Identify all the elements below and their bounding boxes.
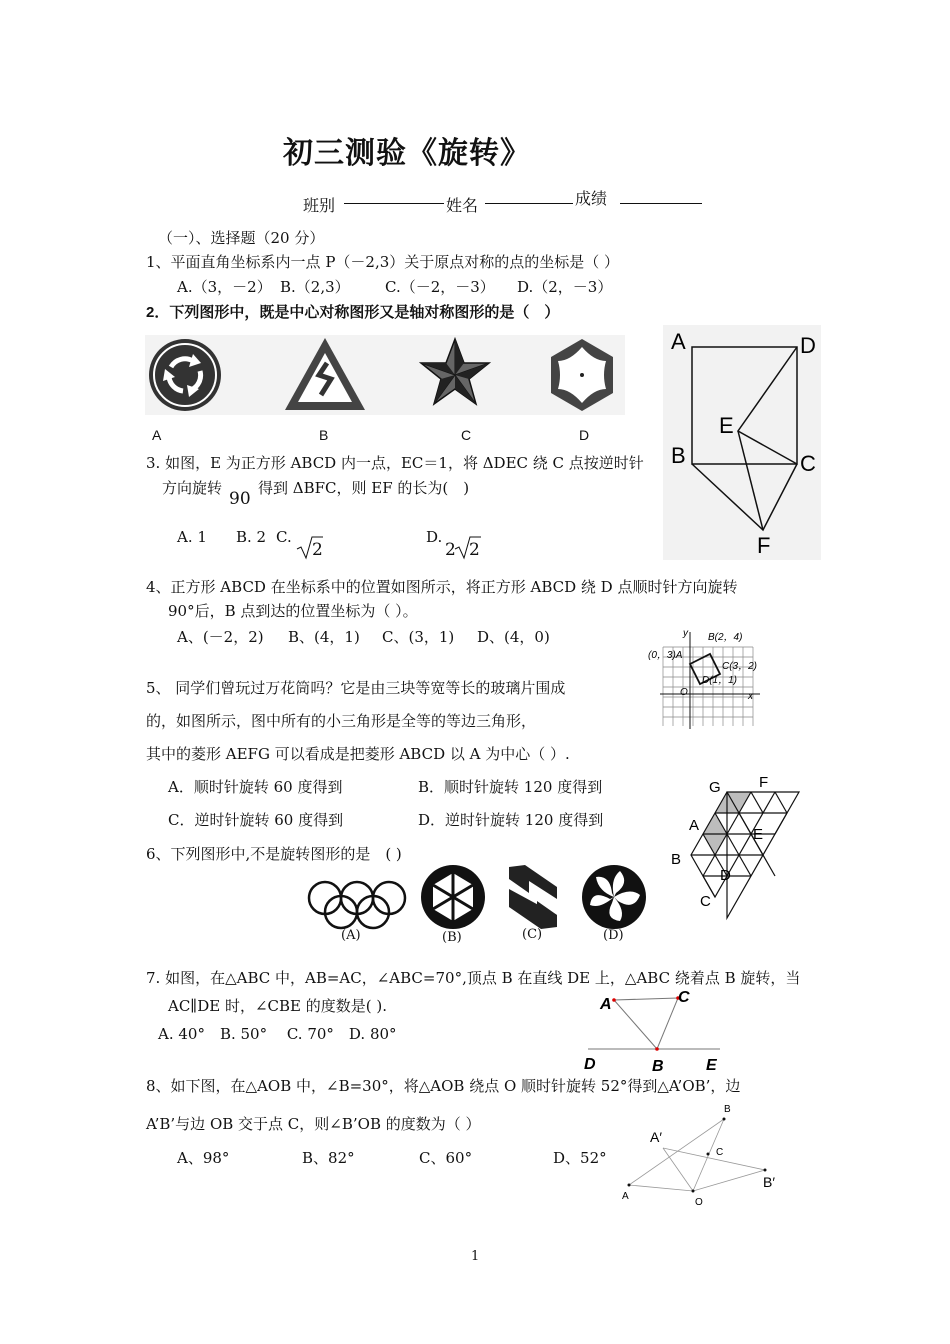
segment-ao <box>629 1185 693 1191</box>
q3-option-a: A. 1 <box>177 528 207 546</box>
q7-options: A. 40° B. 50° C. 70° D. 80° <box>158 1025 397 1043</box>
roundabout-sign-icon <box>149 339 221 411</box>
q3-stem-line1: 3. 如图，E 为正方形 ABCD 内一点，EC＝1，将 ΔDEC 绕 C 点按逆时针 <box>146 454 644 472</box>
q1-option-a: A.（3，－2） <box>177 278 272 296</box>
class-label: 班别 <box>303 196 336 215</box>
segment-a1b1 <box>663 1148 765 1170</box>
class-blank <box>344 203 444 204</box>
q3-figure <box>663 325 821 560</box>
name-blank <box>485 203 573 204</box>
bauhinia-flower-icon <box>582 865 646 929</box>
q6-label-c: (C) <box>522 927 543 942</box>
q3-angle: 90 <box>229 489 251 509</box>
q8-option-c: C、60° <box>419 1149 473 1167</box>
q3-point-c: C <box>800 451 816 476</box>
q8-point-b: B <box>724 1104 731 1115</box>
q8-option-d: D、52° <box>553 1149 607 1167</box>
q2-stem: 2．下列图形中，既是中心对称图形又是轴对称图形的是（ ） <box>146 304 560 321</box>
q3-point-f: F <box>757 533 771 558</box>
suzuki-s-logo-icon <box>509 865 557 929</box>
q8-point-a-prime: A′ <box>650 1129 662 1145</box>
q3-point-b: B <box>671 443 686 468</box>
q6-stem: 6、下列图形中,不是旋转图形的是 ( ) <box>146 845 402 863</box>
q6-label-b: (B) <box>442 930 462 945</box>
q7-point-d: D <box>584 1056 596 1073</box>
q5-option-a: A．顺时针旋转 60 度得到 <box>168 778 343 796</box>
q4-option-b: B、(4，1) <box>288 628 360 646</box>
q4-point-b: B(2，4) <box>708 632 743 643</box>
q8-figure <box>615 1095 795 1210</box>
segment-ob1 <box>693 1170 765 1191</box>
q4-origin: O <box>680 687 688 698</box>
q4-option-d: D、(4，0) <box>477 628 550 646</box>
q5-line3: 其中的菱形 AEFG 可以看成是把菱形 ABCD 以 A 为中心（ ）. <box>146 745 570 763</box>
q7-figure <box>580 985 730 1075</box>
q2-label-c: C <box>461 427 472 443</box>
q3-stem-line2b: 得到 ΔBFC，则 EF 的长为( ) <box>258 479 470 497</box>
q1-stem: 1、平面直角坐标系内一点 P（－2,3）关于原点对称的点的坐标是（ ） <box>146 253 620 271</box>
q3-option-c: C. <box>276 528 292 546</box>
segment-ac <box>614 998 678 1000</box>
q4-option-c: C、(3，1) <box>382 628 455 646</box>
q5-point-e: E <box>753 826 764 843</box>
q7-point-b: B <box>652 1058 664 1075</box>
q4-point-d: D(1，1) <box>702 675 738 686</box>
olympic-rings-icon <box>309 882 405 928</box>
q8-option-b: B、82° <box>302 1149 355 1167</box>
q7-point-e: E <box>706 1057 717 1074</box>
q3-option-d: D. <box>426 528 443 546</box>
q2-label-d: D <box>579 427 590 443</box>
q1-option-d: D.（2，－3） <box>517 278 613 296</box>
q6-label-d: (D) <box>603 928 624 943</box>
q5-figure <box>665 770 805 910</box>
q3-option-c-value: 2 <box>312 540 323 560</box>
q3-point-d: D <box>800 333 816 358</box>
q5-line2: 的，如图所示，图中所有的小三角形是全等的等边三角形， <box>146 712 537 730</box>
q1-option-b: B.（2,3） <box>280 278 350 296</box>
q3-point-e: E <box>719 413 734 438</box>
q5-point-c: C <box>700 893 711 910</box>
q5-line1: 5、 同学们曾玩过万花筒吗？它是由三块等宽等长的玻璃片围成 <box>146 679 566 697</box>
q3-point-a: A <box>671 329 686 354</box>
q1-option-c: C.（－2，－3） <box>385 278 495 296</box>
q8-point-a: A <box>622 1191 629 1202</box>
name-label: 姓名 <box>446 196 479 215</box>
q7-stem-line1: 7. 如图，在△ABC 中，AB=AC，∠ABC=70°,顶点 B 在直线 DE 上，△ABC 绕着点 B 旋转，当 <box>146 969 801 987</box>
q7-point-c: C <box>678 989 690 1006</box>
q4-option-a: A、(－2，2) <box>177 628 264 646</box>
q2-label-a: A <box>152 427 162 443</box>
q7-stem-line2: AC∥DE 时，∠CBE 的度数是( ). <box>168 997 388 1015</box>
q2-figures <box>145 335 625 415</box>
q8-stem-line1: 8、如下图，在△AOB 中，∠B=30°，将△AOB 绕点 O 顺时针旋转 52°得到△A’OB’，边 <box>146 1077 741 1095</box>
q3-option-d-value: 2 <box>469 540 480 560</box>
q5-point-b: B <box>671 851 682 868</box>
section-heading: （一）、选择题（20 分） <box>158 229 325 247</box>
q4-axis-x: x <box>748 691 753 702</box>
hexagram-cube-icon <box>421 865 485 929</box>
q4-axis-y: y <box>683 628 688 639</box>
q3-option-d-coef: 2 <box>445 540 456 560</box>
q8-option-a: A、98° <box>177 1149 230 1167</box>
q5-option-b: B．顺时针旋转 120 度得到 <box>418 778 603 796</box>
q5-point-f: F <box>759 774 769 791</box>
page-number: 1 <box>471 1249 480 1264</box>
q4-stem-line1: 4、正方形 ABCD 在坐标系中的位置如图所示，将正方形 ABCD 绕 D 点顺时针方向旋转 <box>146 578 738 596</box>
q5-option-c: C．逆时针旋转 60 度得到 <box>168 811 344 829</box>
q4-stem-line2: 90°后，B 点到达的位置坐标为（ ）。 <box>168 602 418 620</box>
q4-figure <box>648 627 773 732</box>
q5-point-d: D <box>720 867 731 884</box>
q2-label-b: B <box>319 427 329 443</box>
q8-point-o: O <box>695 1197 703 1208</box>
segment-ab <box>614 1000 657 1049</box>
q8-stem-line2: A’B’与边 OB 交于点 C，则∠B’OB 的度数为（ ） <box>146 1115 481 1133</box>
q4-point-a: (0，3)A <box>648 650 683 661</box>
q8-point-b-prime: B′ <box>763 1174 775 1190</box>
segment-bc <box>657 998 678 1049</box>
q5-point-g: G <box>709 779 721 796</box>
page-title: 初三测验《旋转》 <box>283 136 531 171</box>
q3-option-b: B. 2 <box>236 528 267 546</box>
q5-point-a: A <box>689 817 700 834</box>
q4-point-c: C(3，2) <box>722 661 758 672</box>
score-blank <box>620 203 702 204</box>
q6-label-a: (A) <box>341 928 361 943</box>
segment-a1o <box>663 1148 693 1191</box>
q3-stem-line2a: 方向旋转 <box>162 479 223 497</box>
q8-point-c: C <box>716 1147 724 1158</box>
q7-point-a: A <box>600 996 612 1013</box>
q5-option-d: D．逆时针旋转 120 度得到 <box>418 811 604 829</box>
score-label: 成绩 <box>575 189 608 208</box>
